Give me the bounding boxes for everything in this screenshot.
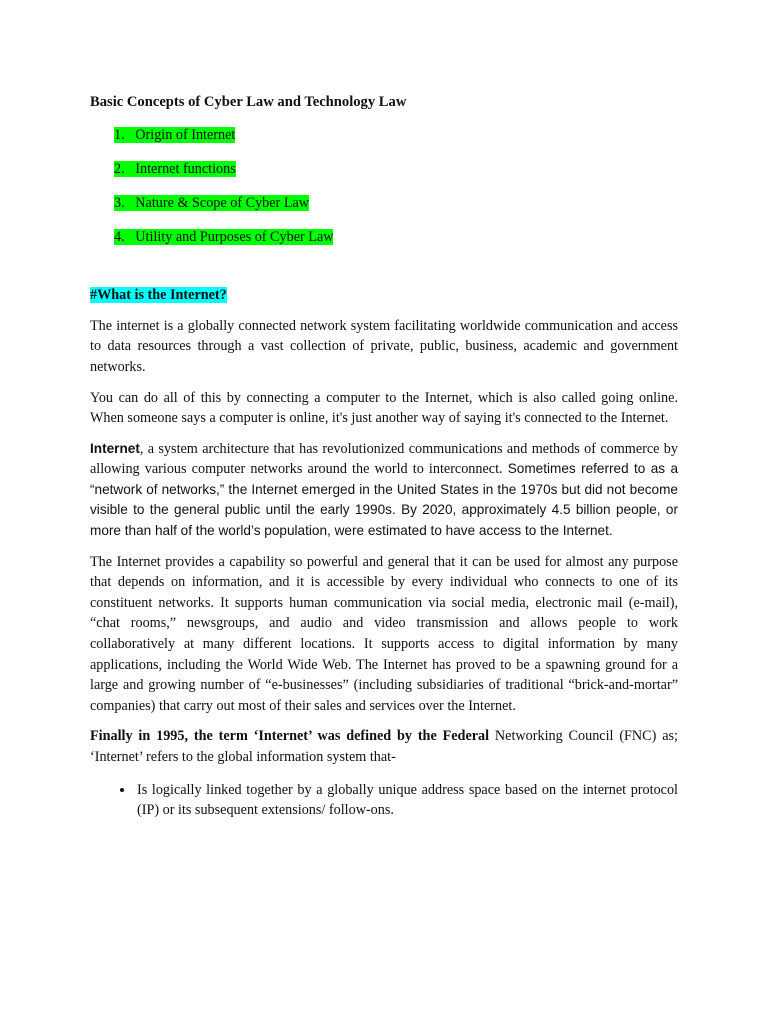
topic-list-item	[114, 125, 678, 146]
topic-list	[90, 125, 678, 248]
bullet-item: • Is logically linked together by a globally unique address space based on the internet protocol (IP) or its subsequent extensions/ follow-ons.	[135, 780, 678, 821]
section-heading-text: #What is the Internet?	[90, 287, 227, 304]
paragraph-internet-capability: The Internet provides a capability so powerful and general that it can be used for almost any purpose that depends on information, and it is accessible by every individual who connects to one of its constituent networks. It supports human communication via social media, electronic mail (e-mail), “chat rooms,” newsgroups, and audio and video transmission and allows people to work collaboratively at many different locations. It supports access to digital information by many applications, including the World Wide Web. The Internet has proved to be a spawning ground for a large and growing number of “e-businesses” (including subsidiaries of traditional “brick-and-mortar” companies) that carry out most of their sales and services over the Internet.	[90, 553, 678, 714]
paragraph-text-part-b: Sometimes referred to as a “network of networks,” the Internet emerged in the United States in the 1970s but did not become visible to the general public until the early 1990s. By 2020, approximately 4.5 billion people, or more than half of the world’s population, were estimated to have access to the Internet.	[90, 461, 679, 539]
topic-number: 4.	[114, 228, 125, 245]
topic-number: 1.	[114, 126, 125, 143]
paragraph-network-of-networks	[90, 439, 678, 542]
paragraph-bold-intro: Finally in 1995, the term ‘Internet’ was defined by the Federal	[90, 728, 490, 745]
topic-highlight	[114, 127, 235, 143]
topic-list-item	[114, 193, 678, 214]
definition-bullet-list	[90, 780, 678, 821]
topic-list-item	[114, 159, 678, 180]
topic-highlight	[114, 195, 174, 211]
paragraph-going-online: You can do all of this by connecting a computer to the Internet, which is also called going online. When someone says a computer is online, it's just another way of saying it's connected to the Internet.	[90, 389, 678, 427]
topic-number: 2.	[114, 160, 125, 177]
paragraph-text-part-a: , a system architecture that has revolutionized communications and methods of commerce by allowing various computer networks around the world to interconnect.	[90, 440, 678, 478]
topic-highlight	[174, 195, 309, 211]
document-page	[90, 92, 678, 821]
topic-text: Internet functions	[135, 160, 236, 177]
topic-number: 3.	[114, 194, 125, 211]
paragraph-fnc-definition	[90, 726, 678, 767]
topic-list-item	[114, 227, 678, 248]
topic-text-scope: & Scope of Cyber Law	[173, 194, 310, 211]
topic-text: Utility and Purposes of Cyber Law	[135, 228, 334, 245]
paragraph-lead-term: Internet	[90, 440, 140, 456]
topic-text: Origin of Internet	[135, 126, 236, 143]
topic-highlight	[114, 161, 236, 177]
section-heading	[90, 285, 678, 306]
paragraph-text-rest: Networking Council (FNC) as; ‘Internet’ refers to the global information system that-	[90, 728, 678, 766]
topic-text-nature: Nature	[135, 194, 174, 211]
topic-highlight	[114, 229, 333, 245]
document-title: Basic Concepts of Cyber Law and Technology Law	[90, 94, 407, 110]
paragraph-internet-definition: The internet is a globally connected network system facilitating worldwide communication and access to data resources through a vast collection of private, public, business, academic and government networks.	[90, 317, 678, 375]
